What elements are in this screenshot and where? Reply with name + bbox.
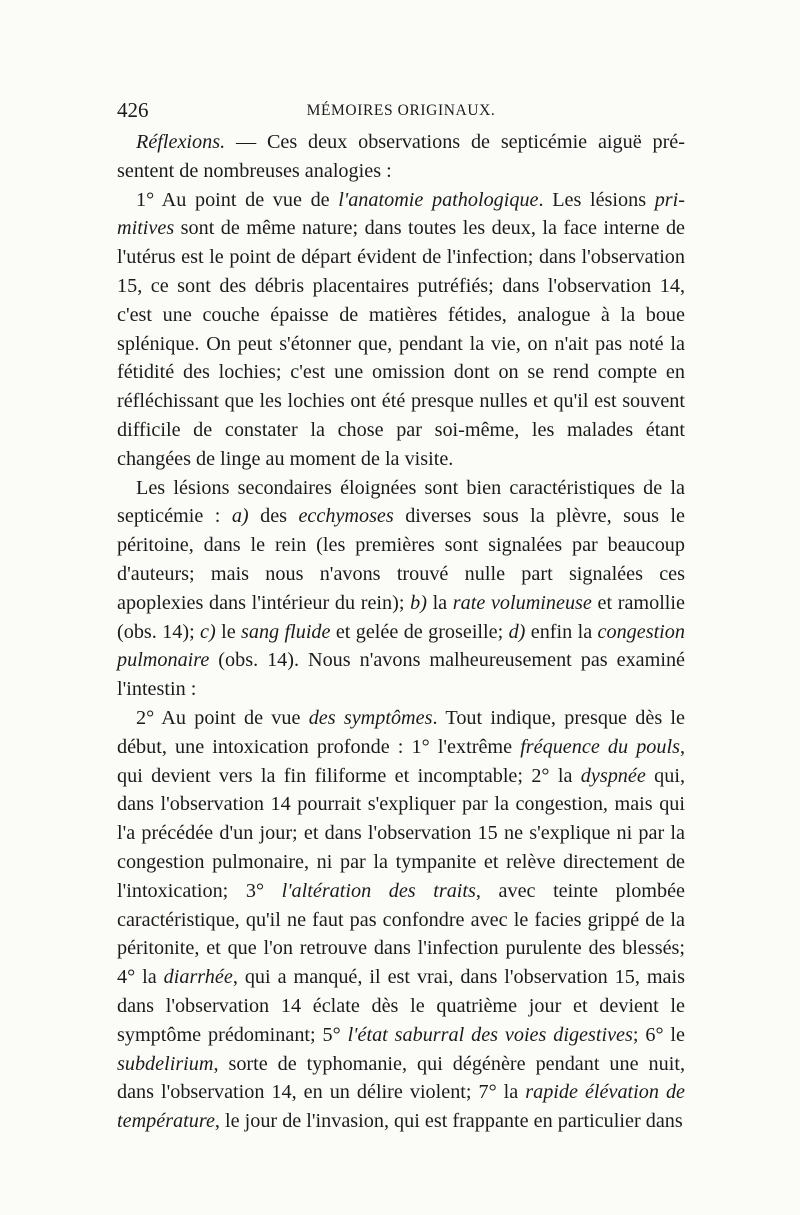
paragraph xyxy=(117,474,685,704)
italic-text: subdelirium xyxy=(117,1052,214,1075)
text-run: , avec teinte plombée caractéristique, qu'il ne faut pas confondre avec le facies grippé de la péritonite, et que l'on retrouve dans l'infection purulente des blessés; 4° la xyxy=(117,879,685,989)
text-run: (obs. 14). Nous n'avons malheureusement pas examiné l'intestin : xyxy=(117,649,685,701)
italic-text: dyspnée xyxy=(580,764,646,787)
italic-text: ecchymoses xyxy=(298,505,394,528)
page-header xyxy=(117,98,685,128)
text-run: des xyxy=(248,505,299,528)
text-run: 2° Au point de vue xyxy=(136,706,309,729)
italic-text: congestion pulmonaire xyxy=(117,620,685,672)
italic-text: a) xyxy=(231,505,249,528)
body-text xyxy=(117,128,685,1136)
paragraph xyxy=(117,704,685,1136)
text-run: diverses sous la plèvre, sous le péritoine, dans le rein (les premières sont signalées par beaucoup d'auteurs; mais nous n'avons trouvé nulle part signalées ces apoplexies dans l'intérieur du rein); xyxy=(117,505,685,614)
italic-text: diarrhée xyxy=(163,966,233,989)
italic-text: Réflexions. xyxy=(136,131,226,153)
text-run: , le jour de l'invasion, qui est frappante en particulier dans xyxy=(214,1110,683,1133)
text-run: , qui a manqué, il est vrai, dans l'observation 15, mais dans l'observation 14 éclate dès le quatrième jour et devient le symptôme prédominant; 5° xyxy=(117,966,685,1046)
running-head: MÉMOIRES ORIGINAUX. xyxy=(306,102,496,119)
text-run: . Les lésions xyxy=(538,188,655,211)
italic-text: l'altération des traits xyxy=(281,879,476,902)
text-run: — Ces deux observations de septicémie aiguë présentent de nombreuses analogies : xyxy=(117,131,685,182)
italic-text: l'anatomie pathologique xyxy=(338,188,539,211)
text-run: la xyxy=(426,591,453,614)
text-run: et gelée de groseille; xyxy=(330,620,509,643)
text-run: enfin la xyxy=(525,620,598,643)
paragraph xyxy=(117,128,685,186)
italic-text: b) xyxy=(410,591,427,614)
italic-text: primitives xyxy=(117,188,685,240)
text-run: , qui devient vers la fin filiforme et incomptable; 2° la xyxy=(117,735,685,787)
italic-text: fréquence du pouls xyxy=(520,735,680,758)
italic-text: l'état saburral des voies digestives xyxy=(347,1023,633,1046)
italic-text: des symptômes xyxy=(308,706,433,729)
text-run: , sorte de typhomanie, qui dégénère pendant une nuit, dans l'observation 14, en un délire violent; 7° la xyxy=(117,1052,685,1104)
italic-text: c) xyxy=(200,620,216,643)
text-run: . Tout indique, presque dès le début, une intoxication profonde : 1° l'extrême xyxy=(117,706,685,758)
italic-text: rate volumineuse xyxy=(452,591,592,614)
text-run: et ramollie (obs. 14); xyxy=(117,591,685,643)
text-run: sont de même nature; dans toutes les deux, la face interne de l'utérus est le point de départ évident de l'infection; dans l'observation 15, ce sont des débris placentaires putréfiés; dans l'observation 14, c'est une couche épaisse de matières fétides, analogue à la boue splénique. On peut s'étonner que, pendant la vie, on n'ait pas noté la fétidité des lochies; c'est une omission dont on se rend compte en réfléchissant que les lochies ont été presque nulles et qu'il est souvent difficile de constater la chose par soi-même, les malades étant changées de linge au moment de la visite. xyxy=(117,217,685,470)
text-run: 1° Au point de vue de xyxy=(136,188,339,211)
text-run: qui, dans l'observation 14 pourrait s'expliquer par la congestion, mais qui l'a précédée d'un jour; et dans l'observation 15 ne s'explique ni par la congestion pulmonaire, ni par la tympanite et relève directement de l'intoxication; 3° xyxy=(117,764,686,902)
text-run: Les lésions secondaires éloignées sont bien caractéristiques de la septicémie : xyxy=(117,476,685,528)
italic-text: d) xyxy=(508,620,526,643)
page-number: 426 xyxy=(117,98,149,122)
italic-text: sang fluide xyxy=(241,620,331,643)
text-run: le xyxy=(215,620,242,643)
paragraph xyxy=(117,186,685,474)
text-run: ; 6° le xyxy=(632,1023,685,1046)
italic-text: rapide élévation de température xyxy=(117,1081,686,1133)
